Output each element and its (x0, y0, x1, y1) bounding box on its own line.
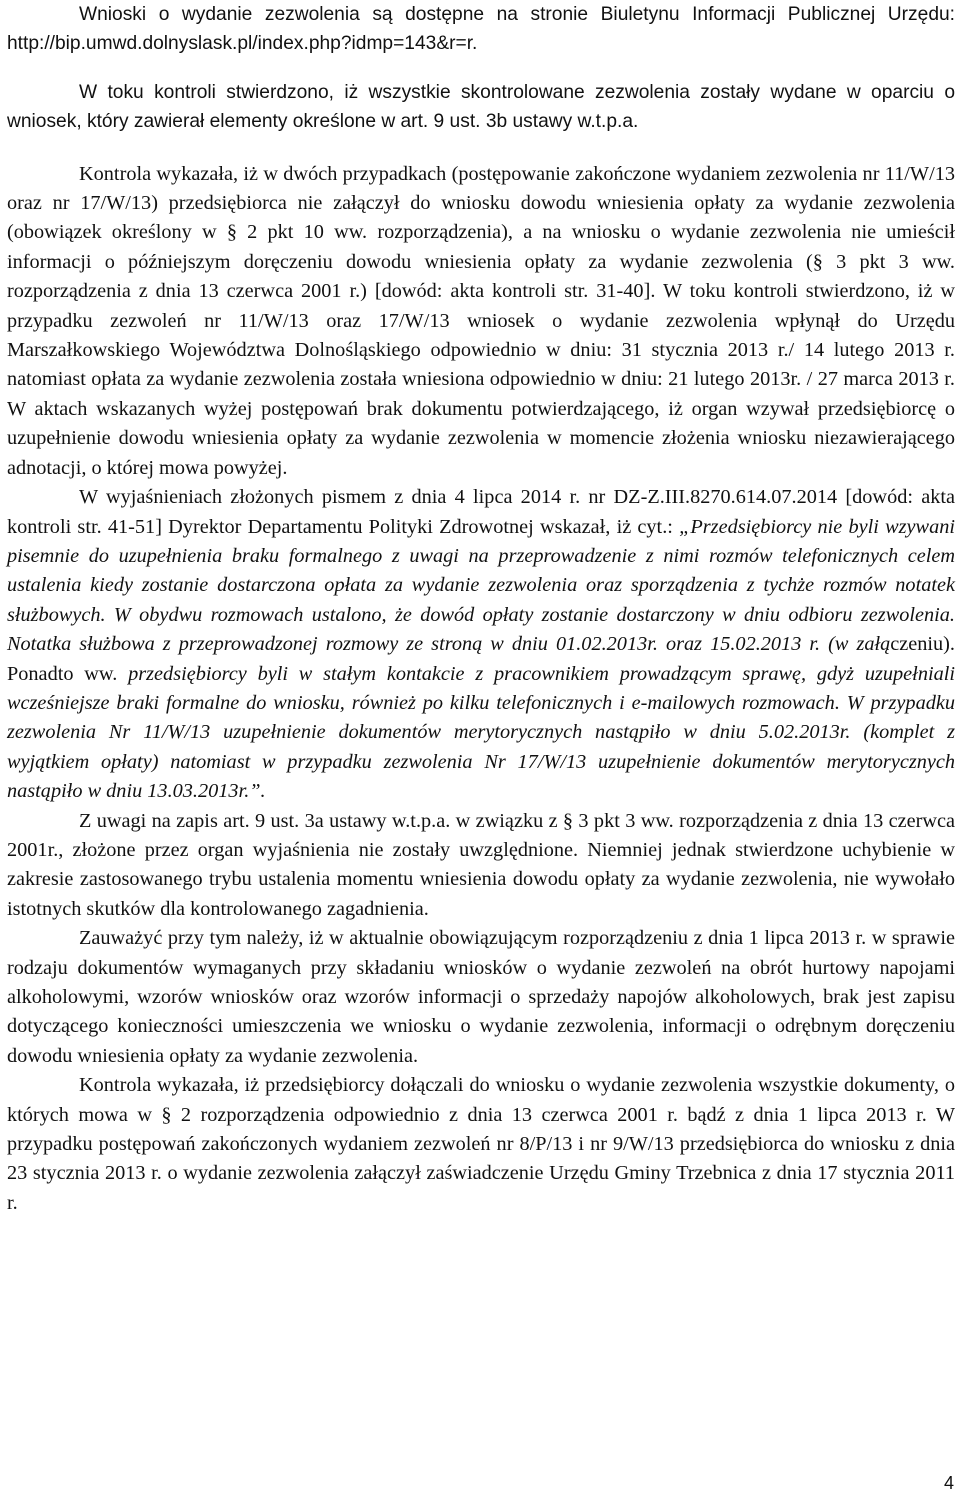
explanations-attachment: czeniu). Ponadto ww. (7, 633, 955, 685)
paragraph-documents-attached: Kontrola wykazała, iż przedsiębiorcy dołączali do wniosku o wydanie zezwolenia wszystkie dokumenty, o których mowa w § 2 rozporządzenia odpowiednio z dnia 13 czerwca 2001 r. bądź z dnia 1 lipca 2013 r. W przypadku postępowań zakończonych wydaniem zezwoleń nr 8/P/13 i nr 9/W/13 przedsiębiorca do wniosku z dnia 23 stycznia 2013 r. o wydanie zezwolenia załączył zaświadczenie Urzędu Gminy Trzebnica z dnia 17 stycznia 2011 r. (7, 1074, 955, 1214)
paragraph-control-findings: W toku kontroli stwierdzono, iż wszystkie skontrolowane zezwolenia zostały wydane w oparciu o wniosek, który zawierał elementy określone w art. 9 ust. 3b ustawy w.t.p.a. (7, 81, 955, 133)
paragraph-regulation-note: Zauważyć przy tym należy, iż w aktualnie obowiązującym rozporządzeniu z dnia 1 lipca 2013 r. w sprawie rodzaju dokumentów wymaganych przy składaniu wniosków o wydanie zezwoleń na obrót hurtowy napojami alkoholowymi, wzorów wniosków oraz wzorów informacji o sprzedaży napojów alkoholowych, brak jest zapisu dotyczącego konieczności umieszczenia we wniosku o wydanie zezwolenia, informacji o odrębnym doręczeniu dowodu wniesienia opłaty za wydanie zezwolenia. (7, 927, 955, 1067)
paragraph-explanations (7, 483, 955, 806)
explanations-quote: „Przedsiębiorcy nie byli wzywani pisemnie do uzupełnienia braku formalnego z uwagi na przeprowadzenie z nimi rozmów telefonicznych celem ustalenia kiedy zostanie dostarczona opłata za wydanie zezwolenia oraz sporządzenia z tychże rozmów notatek służbowych. W obydwu rozmowach ustalono, że dowód opłaty zostanie dostarczony w dniu odbioru zezwolenia. Notatka służbowa z przeprowadzonej rozmowy ze stroną w dniu 01.02.2013r. oraz 15.02.2013 r. (w załą (7, 515, 956, 656)
explanations-intro: W wyjaśnieniach złożonych pismem z dnia 4 lipca 2014 r. nr DZ-Z.III.8270.614.07.2014 [dowód: akta kontroli str. 41-51] Dyrektor Departamentu Polityki Zdrowotnej wskazał, iż cyt.: (7, 486, 955, 538)
document-page (7, 0, 955, 1218)
page-number: 4 (944, 1473, 955, 1493)
paragraph-bip-info: Wnioski o wydanie zezwolenia są dostępne na stronie Biuletynu Informacji Publicznej Urzędu: http://bip.umwd.dolnyslask.pl/index.php?idmp=143&r=r. (7, 4, 955, 55)
explanations-quote-continued: przedsiębiorcy byli w stałym kontakcie z pracownikiem prowadzącym sprawę, gdyż uzupełniali wcześniejsze braki formalne do wniosku, również po kilku telefonicznych i e-mailowych rozmowach. W przypadku zezwolenia Nr 11/W/13 uzupełnienie dokumentów merytorycznych nastąpiło w dniu 5.02.2013r. (komplet z wyjątkiem opłaty) natomiast w przypadku zezwolenia Nr 17/W/13 uzupełnienie dokumentów merytorycznych nastąpiło w dniu 13.03.2013r.”. (7, 662, 956, 803)
paragraph-payment-findings: Kontrola wykazała, iż w dwóch przypadkach (postępowanie zakończone wydaniem zezwolenia nr 11/W/13 oraz nr 17/W/13) przedsiębiorca nie załączył do wniosku dowodu wniesienia opłaty za wydanie zezwolenia (obowiązek określony w § 2 pkt 10 ww. rozporządzenia), a na wniosku o wydanie zezwolenia nie umieścił informacji o późniejszym doręczeniu dowodu wniesienia opłaty za wydanie zezwolenia (§ 3 pkt 3 ww. rozporządzenia z dnia 13 czerwca 2001 r.) [dowód: akta kontroli str. 31-40]. W toku kontroli stwierdzono, iż w przypadku zezwoleń nr 11/W/13 oraz 17/W/13 wniosek o wydanie zezwolenia wpłynął do Urzędu Marszałkowskiego Województwa Dolnośląskiego odpowiednio w dniu: 31 stycznia 2013 r./ 14 lutego 2013 r. natomiast opłata za wydanie zezwolenia została wniesiona odpowiednio w dniu: 21 lutego 2013r. / 27 marca 2013 r. W aktach wskazanych wyżej postępowań brak dokumentu potwierdzającego, iż organ wzywał przedsiębiorcę o uzupełnienie dowodu wniesienia opłaty za wydanie zezwolenia w momencie złożenia wniosku niezawierającego adnotacji, o której mowa powyżej. (7, 162, 955, 479)
paragraph-assessment: Z uwagi na zapis art. 9 ust. 3a ustawy w.t.p.a. w związku z § 3 pkt 3 ww. rozporządzenia z dnia 13 czerwca 2001r., złożone przez organ wyjaśnienia nie zostały uwzględnione. Niemniej jednak stwierdzone uchybienie w zakresie zastosowanego trybu ustalenia momentu wniesienia dowodu opłaty za wydanie zezwolenia, nie wywołało istotnych skutków dla kontrolowanego zagadnienia. (7, 809, 955, 920)
